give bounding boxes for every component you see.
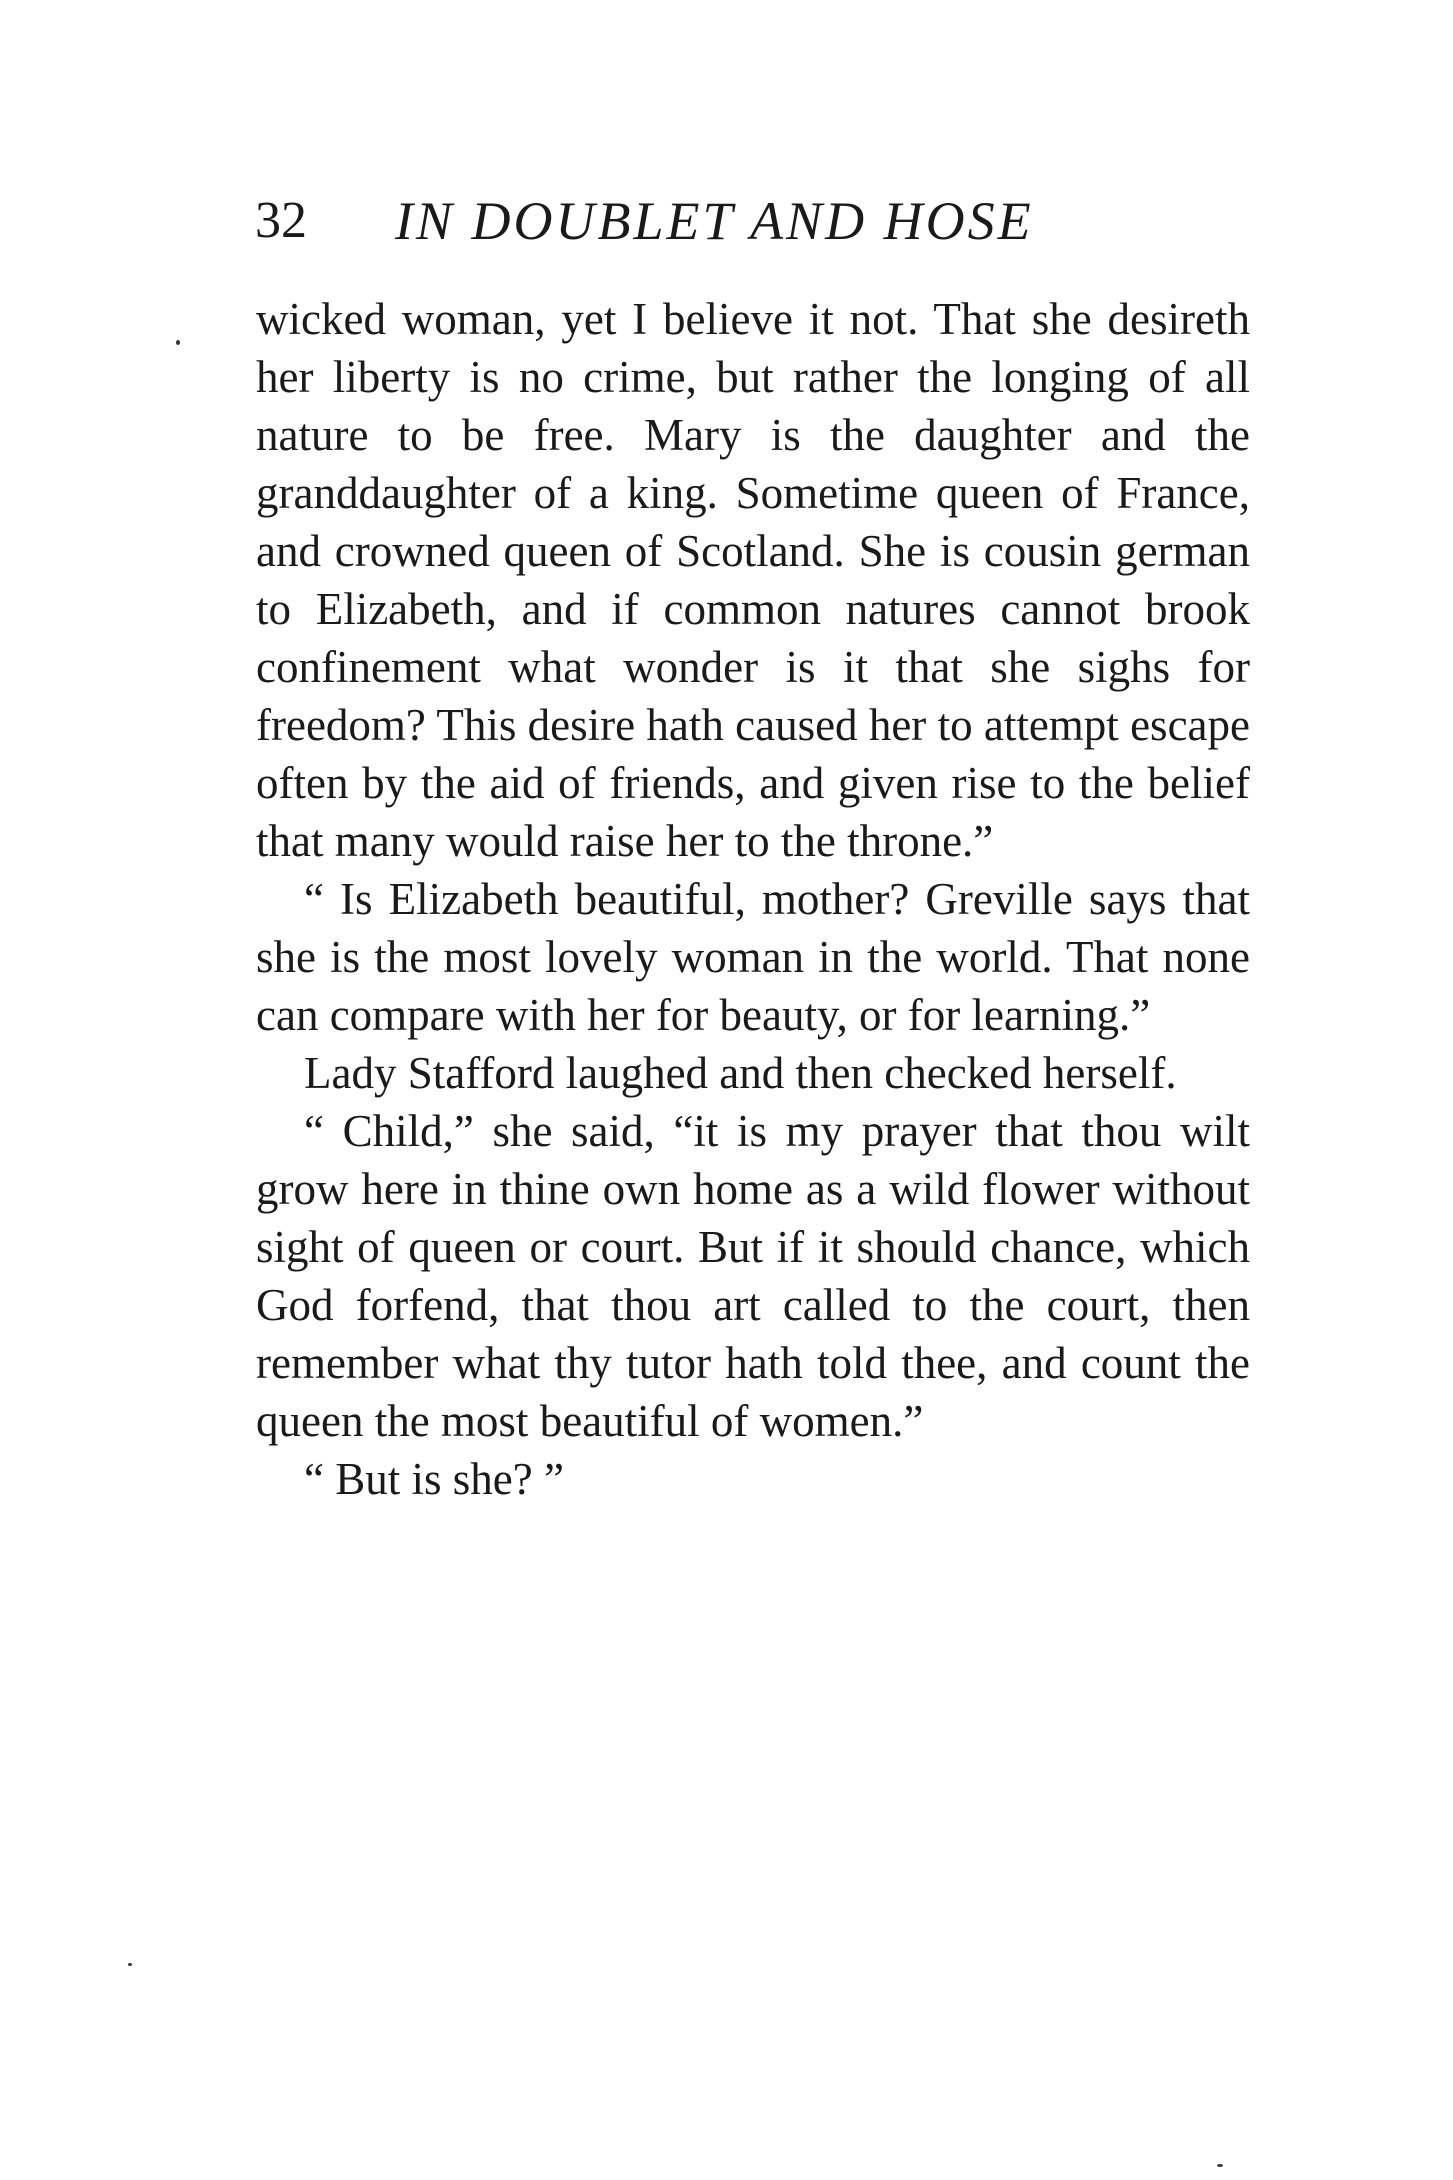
page-number: 32	[255, 192, 307, 249]
body-text	[256, 290, 1250, 1508]
print-speck	[1217, 2164, 1223, 2167]
paragraph: Lady Stafford laughed and then checked herself.	[304, 1048, 1177, 1098]
paragraph: “ But is she? ”	[304, 1454, 564, 1504]
print-speck	[128, 1963, 132, 1966]
paragraph: “ Child,” she said, “it is my prayer that thou wilt grow here in thine own home as a wild flower without sight of queen or court. But if it should chance, which God forfend, that thou art called to the court, then remember what thy tutor hath told thee, and count the queen the most beautiful of women.”	[256, 1106, 1250, 1446]
running-title: IN DOUBLET AND HOSE	[395, 191, 1034, 251]
paragraph: wicked woman, yet I believe it not. That she desireth her liberty is no crime, but rather the longing of all nature to be free. Mary is the daughter and the granddaughter of a king. Sometime queen of France, and crowned queen of Scotland. She is cousin german to Elizabeth, and if common natures cannot brook confinement what wonder is it that she sighs for freedom? This desire hath caused her to attempt escape often by the aid of friends, and given rise to the belief that many would raise her to the throne.”	[256, 294, 1250, 866]
paragraph: “ Is Elizabeth beautiful, mother? Greville says that she is the most lovely woman in the world. That none can compare with her for beauty, or for learning.”	[256, 874, 1250, 1040]
print-speck	[176, 340, 180, 345]
page-header	[255, 186, 1255, 256]
